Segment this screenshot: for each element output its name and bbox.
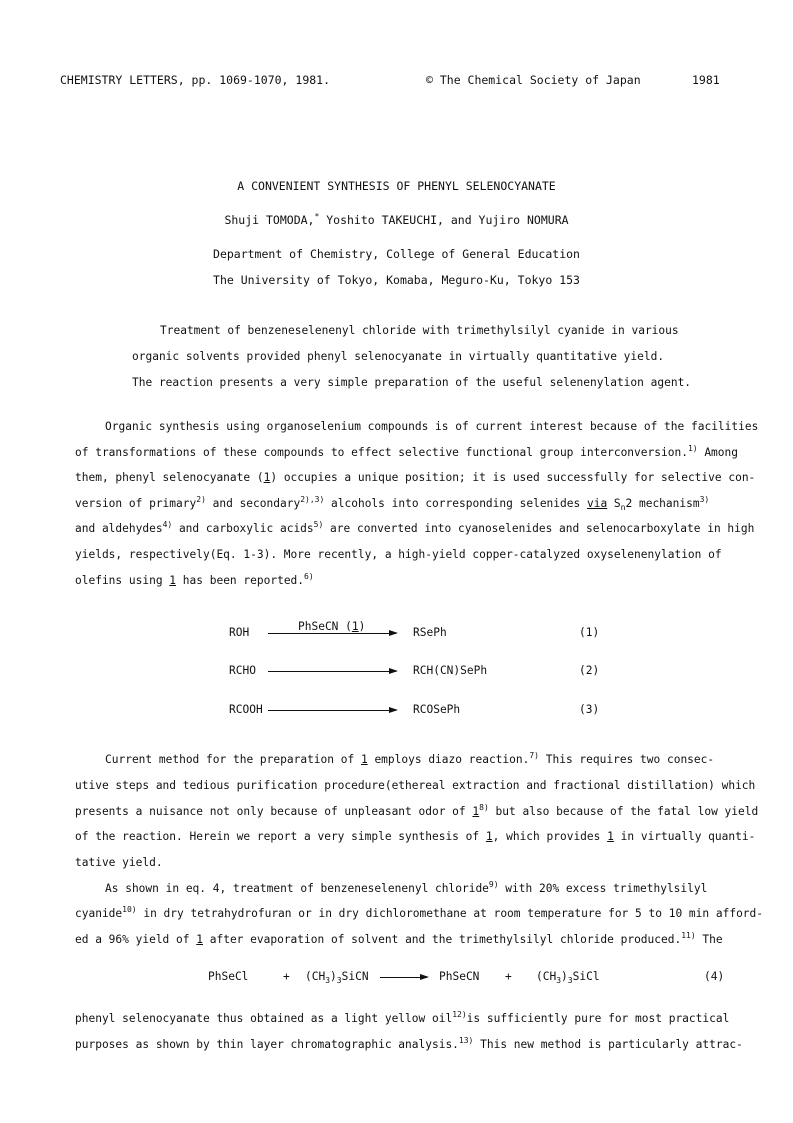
p1-line-5: and aldehydes$^{4)}$ and carboxylic acids$^{5)}$ are converted into cyanoselenides and selenocarboxylate in high [75, 520, 755, 535]
p1-line-2: of transformations of these compounds to effect selective functional group interconversion.$^{1)}$ Among [75, 444, 738, 459]
eq3-reactant: RCOOH [229, 703, 263, 716]
p2-line-2: utive steps and tedious purification procedure(ethereal extraction and fractional distillation) which [75, 779, 756, 792]
eq2-arrow [268, 671, 396, 672]
p3-line-1: As shown in eq. 4, treatment of benzeneselenenyl chloride$^{9)}$ with 20% excess trimethylsilyl [105, 880, 708, 895]
eq4-number: (4) [704, 970, 725, 983]
eq4-product-1: PhSeCN [439, 970, 480, 983]
p4-line-1: phenyl selenocyanate thus obtained as a light yellow oil$^{12)}$is sufficiently pure for most practical [75, 1010, 730, 1025]
eq3-arrow [268, 710, 396, 711]
eq2-number: (2) [579, 664, 600, 677]
p3-line-3: ed a 96% yield of 1 after evaporation of solvent and the trimethylsilyl chloride produced.$^{11)}$ The [75, 931, 723, 946]
eq2-product: RCH(CN)SePh [413, 664, 488, 677]
scheme-reagent: PhSeCN (1) [298, 620, 366, 633]
p1-line-6: yields, respectively(Eq. 1-3). More recently, a high-yield copper-catalyzed oxyselenenylation of [75, 548, 722, 561]
p4-line-2: purposes as shown by thin layer chromatographic analysis.$^{13)}$ This new method is particularly attrac- [75, 1036, 743, 1051]
eq1-number: (1) [579, 626, 600, 639]
eq3-number: (3) [579, 703, 600, 716]
journal-citation: CHEMISTRY LETTERS, pp. 1069-1070, 1981. [60, 73, 331, 87]
author-list [0, 213, 793, 227]
p1-line-3: them, phenyl selenocyanate (1) occupies a unique position; it is used successfully for selective con- [75, 471, 756, 484]
eq1-reactant: ROH [229, 626, 250, 639]
p1-line-4: version of primary$^{2)}$ and secondary$^{2),3)}$ alcohols into corresponding selenides via $S_n2$ mechanism$^{3)}$ [75, 495, 710, 512]
eq3-product: RCOSePh [413, 703, 461, 716]
eq4-reactant-2: $(CH_3)_3SiCN$ [305, 970, 369, 985]
eq1-product: RSePh [413, 626, 447, 639]
paper-title: A CONVENIENT SYNTHESIS OF PHENYL SELENOCYANATE [237, 179, 556, 193]
copyright-notice: © The Chemical Society of Japan [426, 73, 641, 87]
p2-line-5: tative yield. [75, 856, 163, 869]
p2-line-4: of the reaction. Herein we report a very simple synthesis of 1, which provides 1 in virtually quanti- [75, 830, 756, 843]
author-first: Shuji TOMODA, [224, 213, 315, 227]
eq4-product-2: $(CH_3)_3SiCl$ [536, 970, 600, 985]
abstract-line-1: Treatment of benzeneselenenyl chloride with trimethylsilyl cyanide in various [160, 324, 679, 337]
p3-line-2: cyanide$^{10)}$ in dry tetrahydrofuran or in dry dichloromethane at room temperature for 5 to 10 min afford- [75, 905, 764, 920]
p1-line-7: olefins using 1 has been reported.$^{6)}$ [75, 572, 314, 587]
affiliation-line-1: Department of Chemistry, College of General Education [213, 247, 580, 261]
eq4-plus-2: + [505, 970, 512, 983]
p2-line-1: Current method for the preparation of 1 employs diazo reaction.$^{7)}$ This requires two consec- [105, 751, 715, 766]
header-year: 1981 [692, 73, 720, 87]
eq4-reactant-1: PhSeCl [208, 970, 249, 983]
eq4-arrow [380, 977, 427, 978]
corresponding-author-star: * [314, 212, 320, 221]
p2-line-3: presents a nuisance not only because of unpleasant odor of 1$^{8)}$ but also because of the fatal low yield [75, 803, 759, 818]
eq1-arrow [268, 633, 396, 634]
affiliation-line-2: The University of Tokyo, Komaba, Meguro-Ku, Tokyo 153 [213, 273, 580, 287]
p1-line-1: Organic synthesis using organoselenium compounds is of current interest because of the facilities [105, 420, 759, 433]
eq4-plus-1: + [283, 970, 290, 983]
author-rest: Yoshito TAKEUCHI, and Yujiro NOMURA [319, 213, 569, 227]
abstract-line-2: organic solvents provided phenyl selenocyanate in virtually quantitative yield. [132, 350, 665, 363]
abstract-line-3: The reaction presents a very simple preparation of the useful selenenylation agent. [132, 376, 692, 389]
eq2-reactant: RCHO [229, 664, 256, 677]
